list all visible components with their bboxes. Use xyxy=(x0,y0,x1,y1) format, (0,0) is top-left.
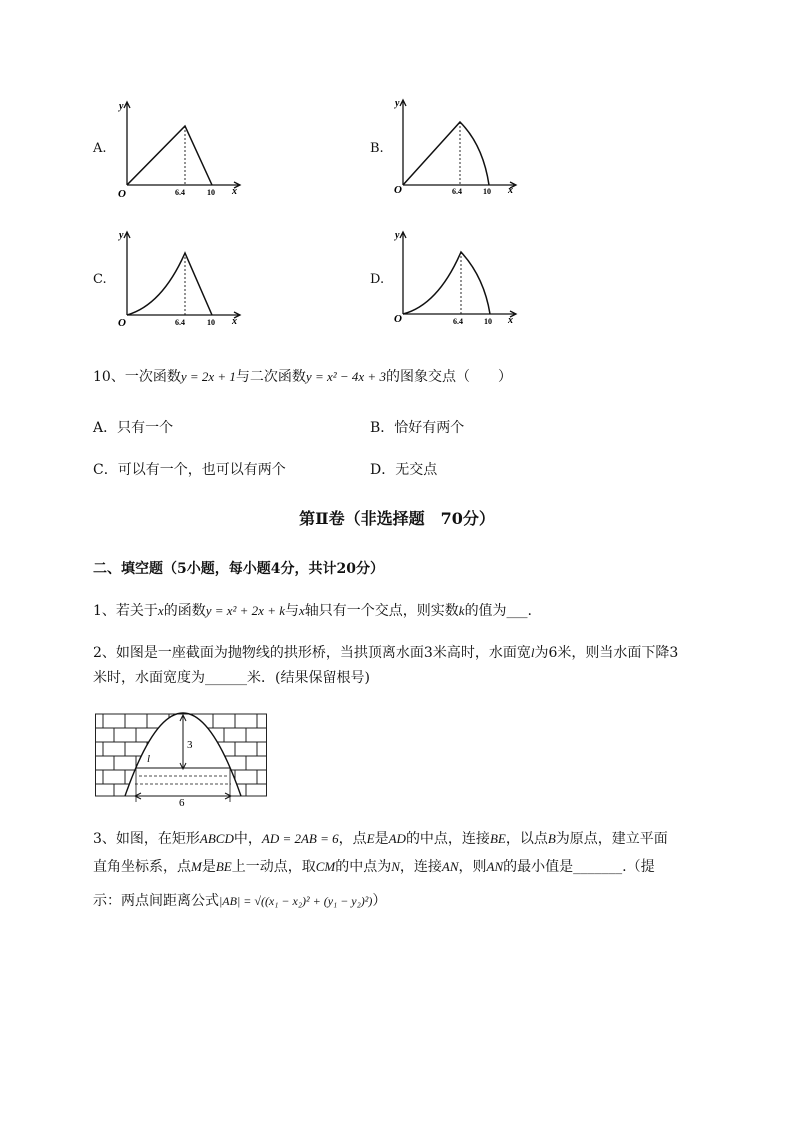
graph-curve xyxy=(127,253,212,315)
origin-label: O xyxy=(118,188,126,200)
x-axis-label: x xyxy=(232,316,237,327)
tick-6-4: 6.4 xyxy=(453,317,463,326)
fill1-prefix: 1、若关于 xyxy=(93,603,158,619)
y-axis-label: y xyxy=(119,101,124,112)
width-label: 6 xyxy=(179,797,185,808)
fill-question-1 xyxy=(93,601,532,621)
fill3-text: 是 xyxy=(201,859,216,875)
graph-curve xyxy=(127,126,212,185)
fill1-mid3: 轴只有一个交点，则实数 xyxy=(304,603,459,619)
option-d-letter: D. xyxy=(370,272,385,287)
segment-an: AN xyxy=(486,859,504,874)
point-b: B xyxy=(547,831,556,846)
origin-label: O xyxy=(394,313,402,325)
option-letter: B． xyxy=(370,420,395,436)
origin-label: O xyxy=(394,184,402,196)
q10-suffix: 的图象交点（ ） xyxy=(385,369,512,385)
q10-mid: 与二次函数 xyxy=(235,369,306,385)
distance-formula: |AB| = √((x₁ − x₂)² + (y₁ − y₂)²) xyxy=(219,894,373,908)
fill3-text: ） xyxy=(372,893,387,909)
option-letter: C． xyxy=(93,462,118,478)
fill1-function: y = x² + 2x + k xyxy=(205,603,285,618)
segment-ad: AD xyxy=(388,831,406,846)
option-text: 恰好有两个 xyxy=(394,420,465,436)
fill-question-2-line1 xyxy=(93,643,678,663)
y-axis-label: y xyxy=(395,230,400,241)
fill2-text-a: 2、如图是一座截面为抛物线的拱形桥，当拱顶离水面3米高时，水面宽 xyxy=(93,645,531,661)
q10-option-a xyxy=(93,418,173,438)
fill3-text: 直角坐标系，点 xyxy=(93,859,191,875)
bridge-figure xyxy=(95,710,267,808)
q10-option-b xyxy=(370,418,464,438)
graph-option-a xyxy=(117,97,247,202)
tick-10: 10 xyxy=(207,318,215,327)
fill3-text: 的最小值是_______.（提 xyxy=(503,859,655,875)
fill3-equation: AD = 2AB = 6 xyxy=(261,831,339,846)
option-a-letter: A. xyxy=(93,141,107,156)
graph-option-c xyxy=(117,225,247,330)
fill-question-2-line2: 米时，水面宽度为______米．(结果保留根号) xyxy=(93,670,370,686)
option-text: 只有一个 xyxy=(117,420,174,436)
fill3-text: 为原点，建立平面 xyxy=(555,831,668,847)
fill1-var-k: k xyxy=(458,603,465,618)
fill1-var-x: x xyxy=(157,603,164,618)
fill3-text: 的中点为 xyxy=(335,859,392,875)
point-e: E xyxy=(366,831,375,846)
x-axis-label: x xyxy=(508,185,513,196)
fill1-suffix: 的值为___. xyxy=(464,603,533,619)
graph-option-d xyxy=(393,225,523,330)
fill3-text: 示：两点间距离公式 xyxy=(93,893,219,909)
tick-6-4: 6.4 xyxy=(175,188,185,197)
point-n: N xyxy=(391,859,400,874)
fill-question-3-line2 xyxy=(93,857,655,877)
tick-6-4: 6.4 xyxy=(175,318,185,327)
q10-option-d xyxy=(370,460,437,480)
segment-an: AN xyxy=(441,859,459,874)
fill3-text: 是 xyxy=(374,831,389,847)
fill2-text-b: 为6米，则当水面下降3 xyxy=(534,645,679,661)
q10-quadratic-function: y = x² − 4x + 3 xyxy=(305,369,386,384)
x-axis-label: x xyxy=(232,186,237,197)
option-letter: D． xyxy=(370,462,396,478)
segment-cm: CM xyxy=(315,859,336,874)
fill3-text: 的中点，连接 xyxy=(405,831,490,847)
graph-option-b xyxy=(393,93,523,198)
option-letter: A． xyxy=(93,420,118,436)
option-c-letter: C. xyxy=(93,272,107,287)
tick-6-4: 6.4 xyxy=(452,187,462,196)
segment-be: BE xyxy=(215,859,232,874)
tick-10: 10 xyxy=(484,317,492,326)
rect-abcd: ABCD xyxy=(199,831,234,846)
x-axis-label: x xyxy=(508,315,513,326)
point-m: M xyxy=(191,859,202,874)
option-text: 可以有一个，也可以有两个 xyxy=(117,462,286,478)
section-title: 第Ⅱ卷（非选择题 70分） xyxy=(299,509,495,528)
fill1-mid1: 的函数 xyxy=(163,603,206,619)
question-10 xyxy=(93,367,512,387)
fill-question-3-line3 xyxy=(93,891,386,911)
fill3-text: ，连接 xyxy=(399,859,442,875)
q10-option-c xyxy=(93,460,286,480)
tick-10: 10 xyxy=(207,188,215,197)
graph-axes xyxy=(124,232,240,318)
arch-label-l: l xyxy=(147,753,151,765)
fill-question-3-line1 xyxy=(93,829,668,849)
graph-axes xyxy=(400,100,516,188)
fill2-var-l: l xyxy=(530,645,535,660)
fill3-text: ，则 xyxy=(458,859,487,875)
origin-label: O xyxy=(118,317,126,329)
y-axis-label: y xyxy=(395,98,400,109)
fill3-text: 3、如图，在矩形 xyxy=(93,831,200,847)
fill3-text: 中， xyxy=(233,831,262,847)
fill1-mid2: 与 xyxy=(285,603,299,619)
height-label: 3 xyxy=(187,739,193,751)
graph-curve xyxy=(403,122,489,185)
fill3-text: 上一动点，取 xyxy=(231,859,316,875)
option-b-letter: B. xyxy=(370,141,384,156)
part-heading: 二、填空题（5小题，每小题4分，共计20分） xyxy=(93,561,384,577)
fill3-text: ，以点 xyxy=(505,831,548,847)
fill3-text: ，点 xyxy=(338,831,367,847)
fill1-var-x2: x xyxy=(299,603,305,618)
segment-be: BE xyxy=(489,831,506,846)
q10-prefix: 10、一次函数 xyxy=(93,369,181,385)
tick-10: 10 xyxy=(483,187,491,196)
graph-curve xyxy=(403,252,490,314)
y-axis-label: y xyxy=(119,230,124,241)
graph-axes xyxy=(400,232,516,317)
option-text: 无交点 xyxy=(395,462,438,478)
graph-axes xyxy=(124,102,240,188)
q10-linear-function: y = 2x + 1 xyxy=(180,369,236,384)
